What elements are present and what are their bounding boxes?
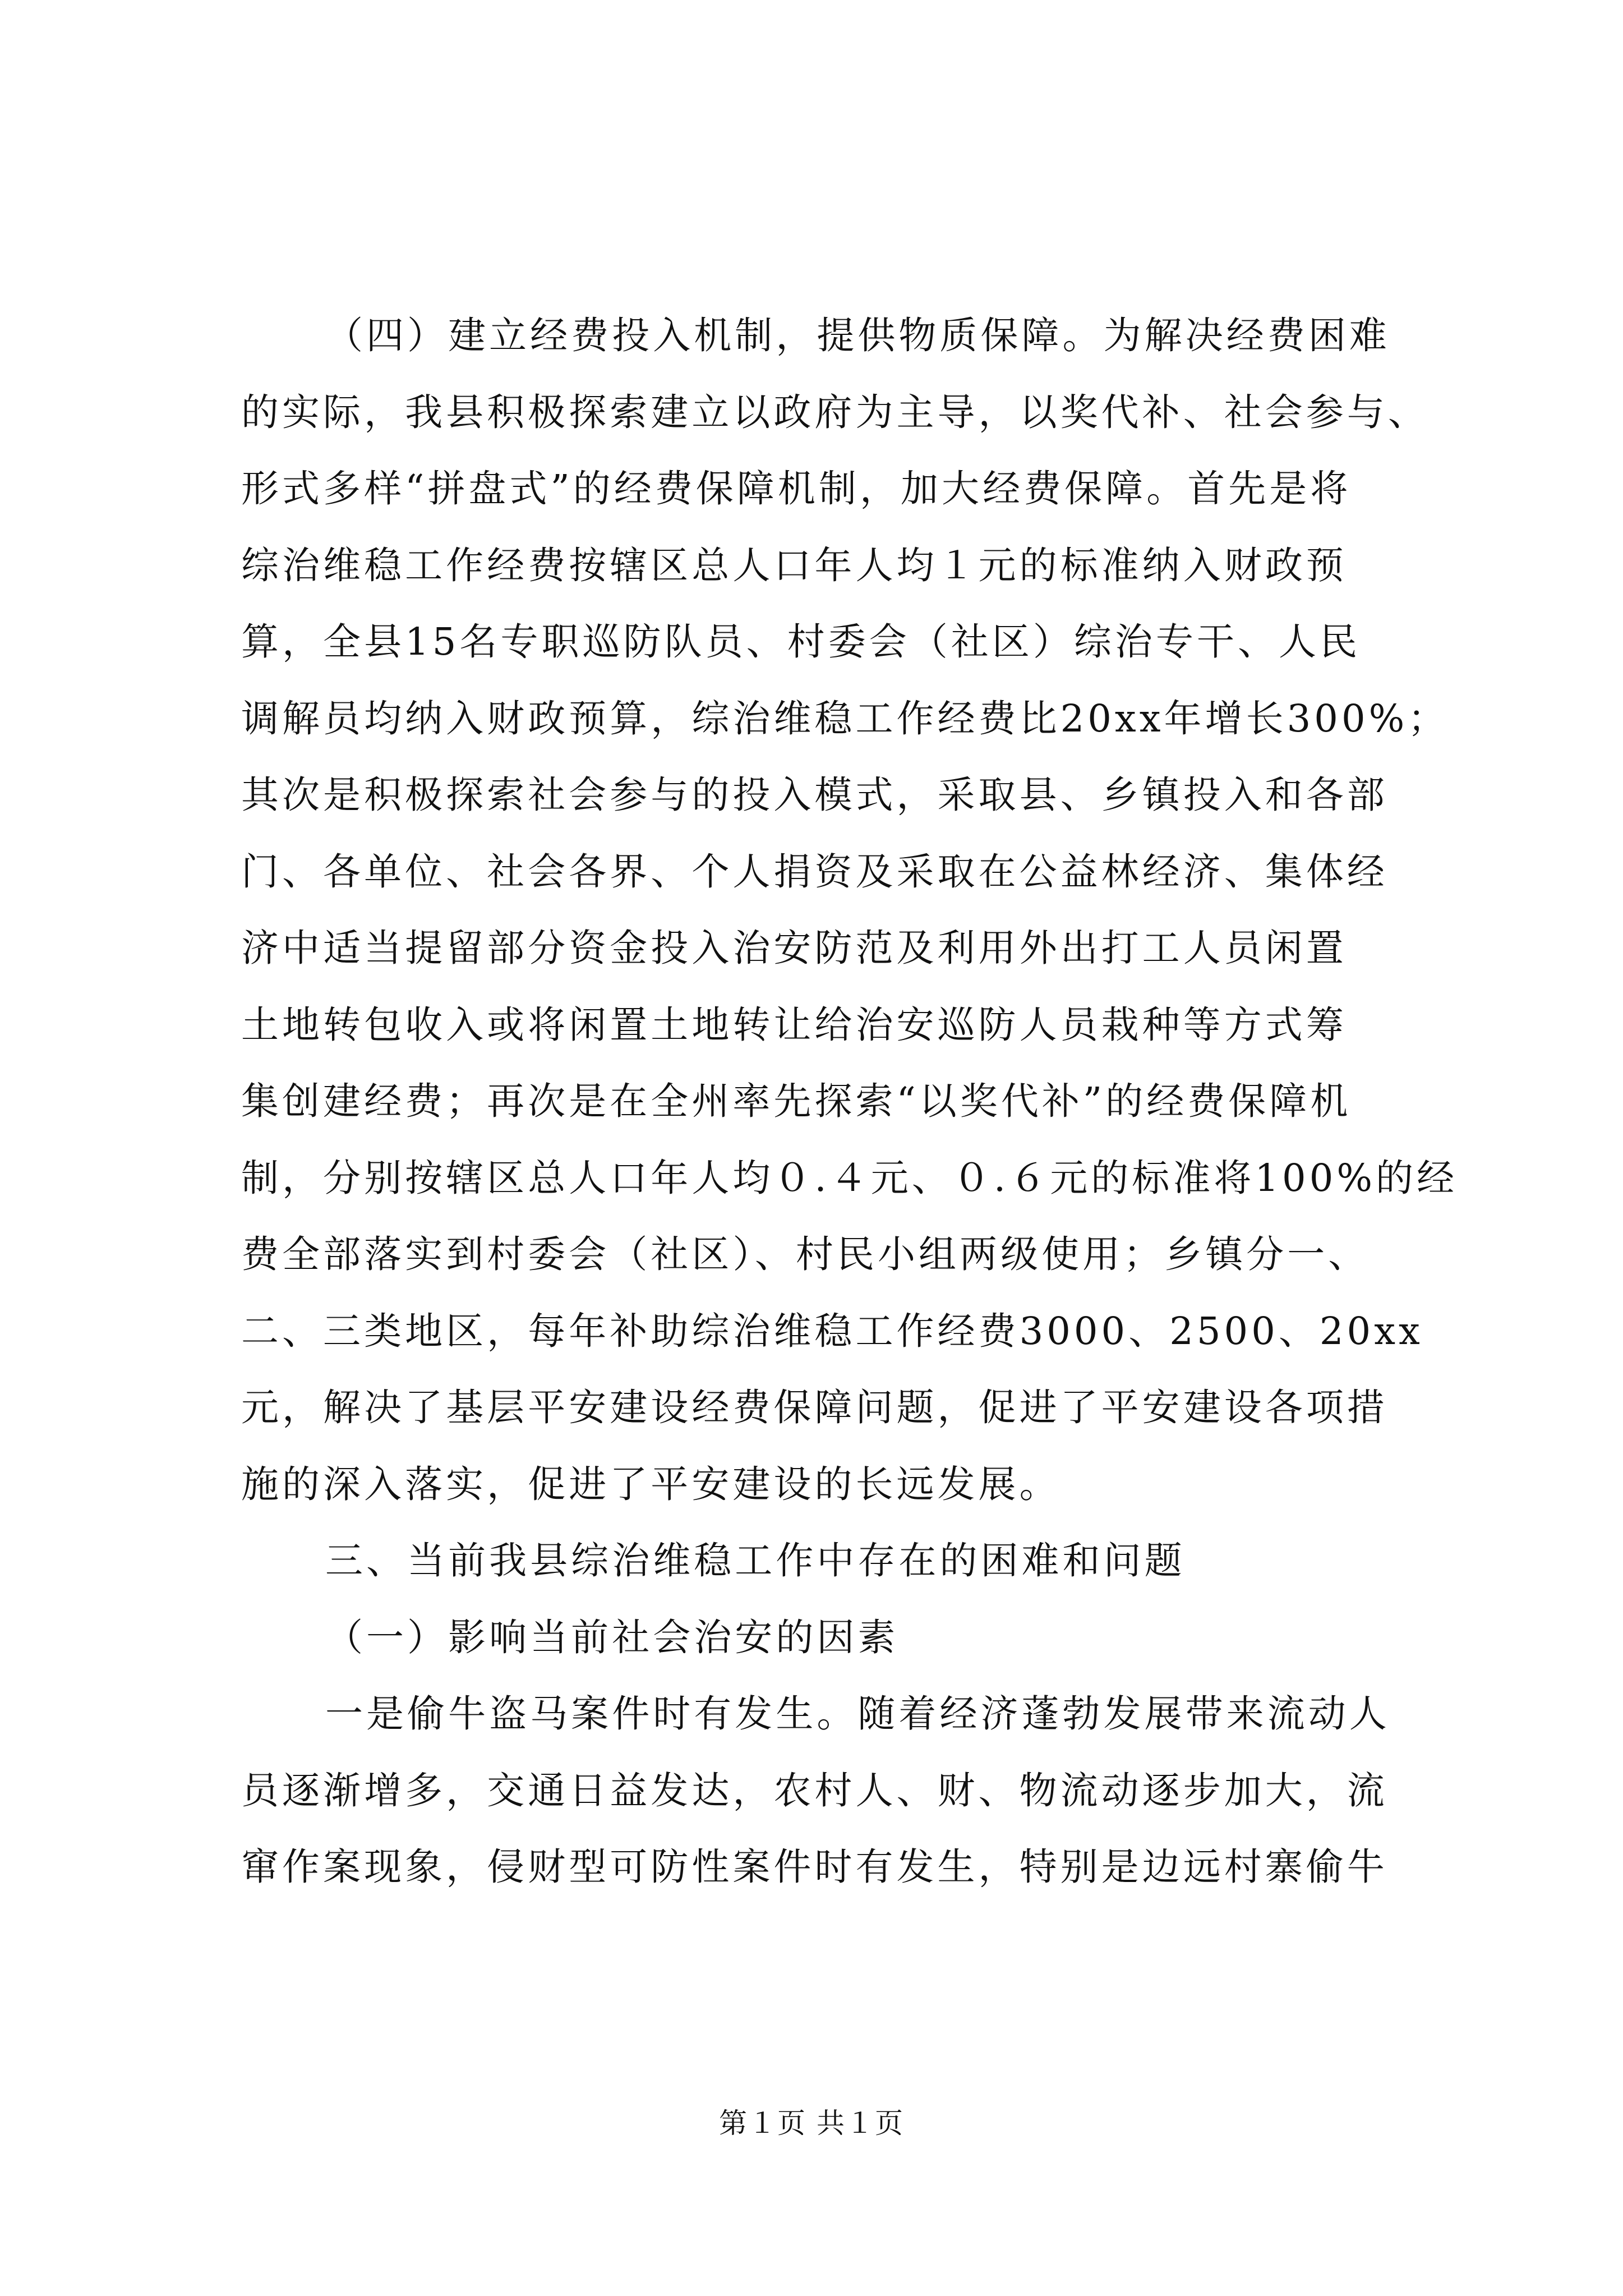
paragraph-line: 济中适当提留部分资金投入治安防范及利用外出打工人员闲置: [241, 926, 1347, 970]
subsection-heading: （一）影响当前社会治安的因素: [325, 1615, 899, 1659]
section-heading: 三、当前我县综治维稳工作中存在的困难和问题: [325, 1539, 1186, 1582]
paragraph-line: 二、三类地区，每年补助综治维稳工作经费3000、2500、20xx: [241, 1309, 1423, 1353]
paragraph-line: 综治维稳工作经费按辖区总人口年人均１元的标准纳入财政预: [241, 543, 1347, 587]
paragraph-line: 费全部落实到村委会（社区）、村民小组两级使用；乡镇分一、: [241, 1232, 1370, 1276]
page-footer: [0, 2106, 1623, 2140]
paragraph-line: 门、各单位、社会各界、个人捐资及采取在公益林经济、集体经: [241, 849, 1388, 894]
paragraph-line: 制，分别按辖区总人口年人均０.４元、０.６元的标准将100%的经: [241, 1156, 1458, 1200]
paragraph-line: （四）建立经费投入机制，提供物质保障。为解决经费困难: [325, 314, 1390, 357]
paragraph-line: 的实际，我县积极探索建立以政府为主导，以奖代补、社会参与、: [241, 390, 1429, 434]
document-body: [241, 297, 1458, 1906]
paragraph-line: 形式多样“拼盘式”的经费保障机制，加大经费保障。首先是将: [241, 467, 1352, 510]
paragraph-line: 算，全县15名专职巡防队员、村委会（社区）综治专干、人民: [241, 620, 1361, 664]
paragraph-line: 员逐渐增多，交通日益发达，农村人、财、物流动逐步加大，流: [241, 1768, 1388, 1812]
paragraph-line: 施的深入落实，促进了平安建设的长远发展。: [241, 1462, 1061, 1506]
paragraph-line: 土地转包收入或将闲置土地转让给治安巡防人员栽种等方式筹: [241, 1002, 1347, 1047]
paragraph-line: 调解员均纳入财政预算，综治维稳工作经费比20xx年增长300%；: [241, 696, 1449, 740]
paragraph-line: 元，解决了基层平安建设经费保障问题，促进了平安建设各项措: [241, 1386, 1388, 1429]
paragraph-line: 其次是积极探索社会参与的投入模式，采取县、乡镇投入和各部: [241, 773, 1388, 817]
paragraph-line: 窜作案现象，侵财型可防性案件时有发生，特别是边远村寨偷牛: [241, 1845, 1388, 1889]
paragraph-line: 一是偷牛盗马案件时有发生。随着经济蓬勃发展带来流动人: [325, 1692, 1390, 1736]
paragraph-line: 集创建经费；再次是在全州率先探索“以奖代补”的经费保障机: [241, 1079, 1352, 1123]
page-number-label: 第１页 共１页: [719, 2107, 904, 2139]
